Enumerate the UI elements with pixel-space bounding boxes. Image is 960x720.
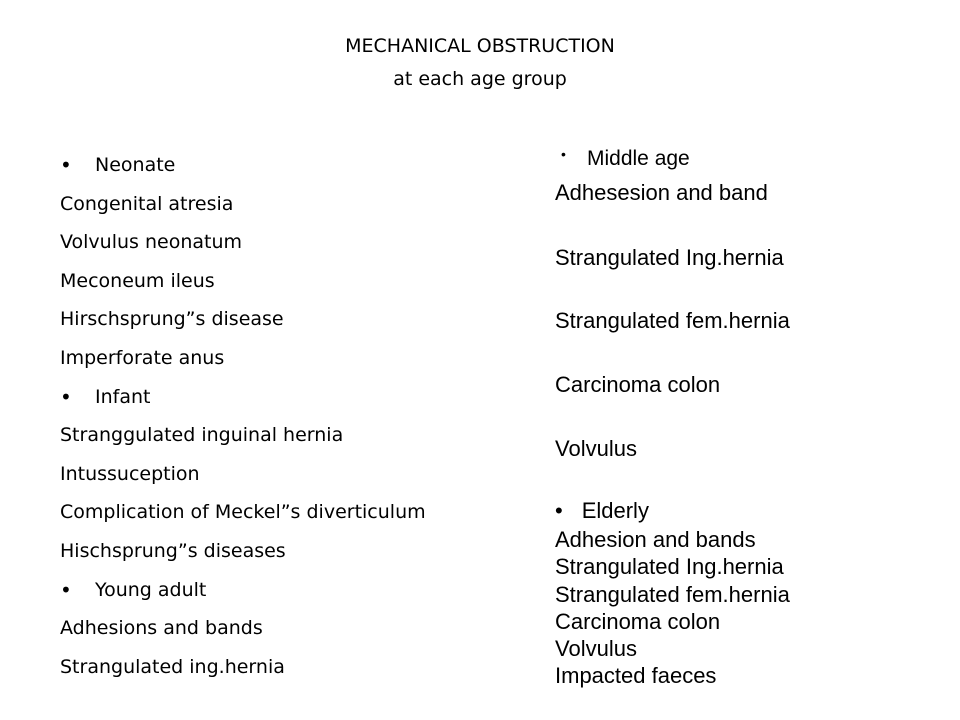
list-item: Strangulated fem.hernia [555,581,790,607]
heading-label: Elderly [581,498,649,523]
bullet-icon: • [60,577,72,602]
list-item: Volvulus [555,636,637,662]
list-item: Adhesions and bands [60,617,263,640]
section-heading-neonate [60,146,500,185]
list-item: Strangulated ing.hernia [60,655,285,678]
left-column [60,146,500,686]
slide-title: MECHANICAL OBSTRUCTION [345,35,615,57]
bullet-icon: • [561,146,566,162]
elderly-list [555,526,790,690]
list-item: Meconeum ileus [60,269,215,292]
section-heading-infant [60,378,500,417]
heading-label: Infant [95,385,151,408]
list-item: Intussuception [60,462,200,485]
heading-label: Neonate [95,154,176,176]
list-item: Imperforate anus [60,346,225,369]
section-heading-elderly [555,498,649,524]
list-item: Carcinoma colon [555,372,721,397]
list-item: Complication of Meckel”s diverticulum [60,501,426,524]
bullet-icon: • [60,384,72,409]
list-item: Congenital atresia [60,192,234,215]
list-item: Volvulus neonatum [60,231,243,254]
list-item: Adhesesion and band [555,180,768,205]
list-item: Adhesion and bands [555,527,756,552]
list-item: Strangulated Ing.hernia [555,554,784,580]
bullet-icon: • [60,153,72,177]
list-item: Hischsprung”s diseases [60,539,286,562]
list-item: Stranggulated inguinal hernia [60,424,344,447]
section-heading-middle-age: Middle age [587,147,690,170]
heading-label: Young adult [95,578,207,601]
list-item: Impacted faeces [555,663,717,689]
bullet-icon: • [555,498,563,523]
list-item: Strangulated fem.hernia [555,308,790,333]
list-item: Volvulus [555,436,637,461]
slide-subtitle: at each age group [393,68,567,90]
list-item: Hirschsprung”s disease [60,308,284,331]
list-item: Strangulated Ing.hernia [555,245,784,270]
list-item: Carcinoma colon [555,608,721,634]
section-heading-young-adult [60,571,500,610]
